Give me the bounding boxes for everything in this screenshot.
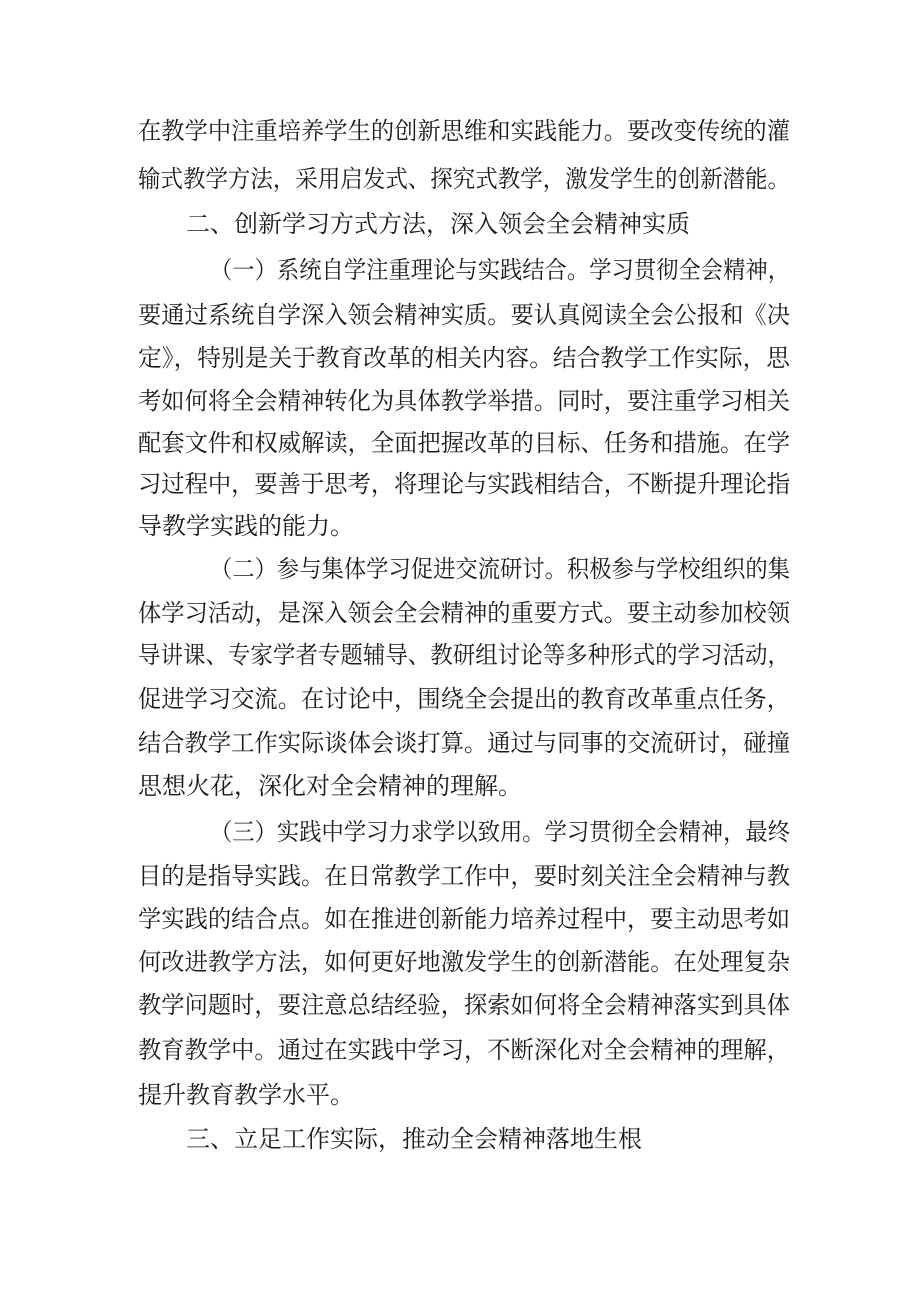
paragraph-line: 目的是指导实践。在日常教学工作中，要时刻关注全会精神与教	[138, 862, 790, 890]
paragraph-line: （二）参与集体学习促进交流研讨。积极参与学校组织的集	[210, 555, 791, 583]
paragraph-line: 促进学习交流。在讨论中，围绕全会提出的教育改革重点任务，	[138, 685, 790, 713]
paragraph-line: （三）实践中学习力求学以致用。学习贯彻全会精神，最终	[210, 818, 791, 846]
paragraph-line: 思想火花，深化对全会精神的理解。	[138, 772, 522, 800]
section-heading: 二、创新学习方式方法，深入领会全会精神实质	[186, 210, 690, 238]
paragraph-line: 在教学中注重培养学生的创新思维和实践能力。要改变传统的灌	[138, 117, 790, 145]
paragraph-line: 配套文件和权威解读，全面把握改革的目标、任务和措施。在学	[138, 429, 790, 457]
paragraph-line: 导教学实践的能力。	[138, 512, 354, 540]
paragraph-line: 教学问题时，要注意总结经验，探索如何将全会精神落实到具体	[138, 991, 790, 1019]
paragraph-line: 何改进教学方法，如何更好地激发学生的创新潜能。在处理复杂	[138, 948, 790, 976]
paragraph-line: 导讲课、专家学者专题辅导、教研组讨论等多种形式的学习活动，	[138, 641, 791, 669]
paragraph-line: 考如何将全会精神转化为具体教学举措。同时，要注重学习相关	[138, 387, 790, 415]
paragraph-line: 学实践的结合点。如在推进创新能力培养过程中，要主动思考如	[138, 905, 790, 933]
section-heading: 三、立足工作实际，推动全会精神落地生根	[186, 1125, 642, 1153]
paragraph-line: 结合教学工作实际谈体会谈打算。通过与同事的交流研讨，碰撞	[138, 729, 790, 757]
paragraph-line: 教育教学中。通过在实践中学习，不断深化对全会精神的理解，	[138, 1036, 790, 1064]
paragraph-line: 提升教育教学水平。	[138, 1081, 354, 1109]
paragraph-line: （一）系统自学注重理论与实践结合。学习贯彻全会精神，	[210, 256, 791, 284]
paragraph-line: 习过程中，要善于思考，将理论与实践相结合，不断提升理论指	[138, 470, 790, 498]
paragraph-line: 要通过系统自学深入领会精神实质。要认真阅读全会公报和《决	[138, 301, 790, 329]
paragraph-line: 输式教学方法，采用启发式、探究式教学，激发学生的创新潜能。	[138, 165, 791, 193]
paragraph-line: 定》，特别是关于教育改革的相关内容。结合教学工作实际，思	[138, 344, 791, 372]
paragraph-line: 体学习活动，是深入领会全会精神的重要方式。要主动参加校领	[138, 599, 790, 627]
